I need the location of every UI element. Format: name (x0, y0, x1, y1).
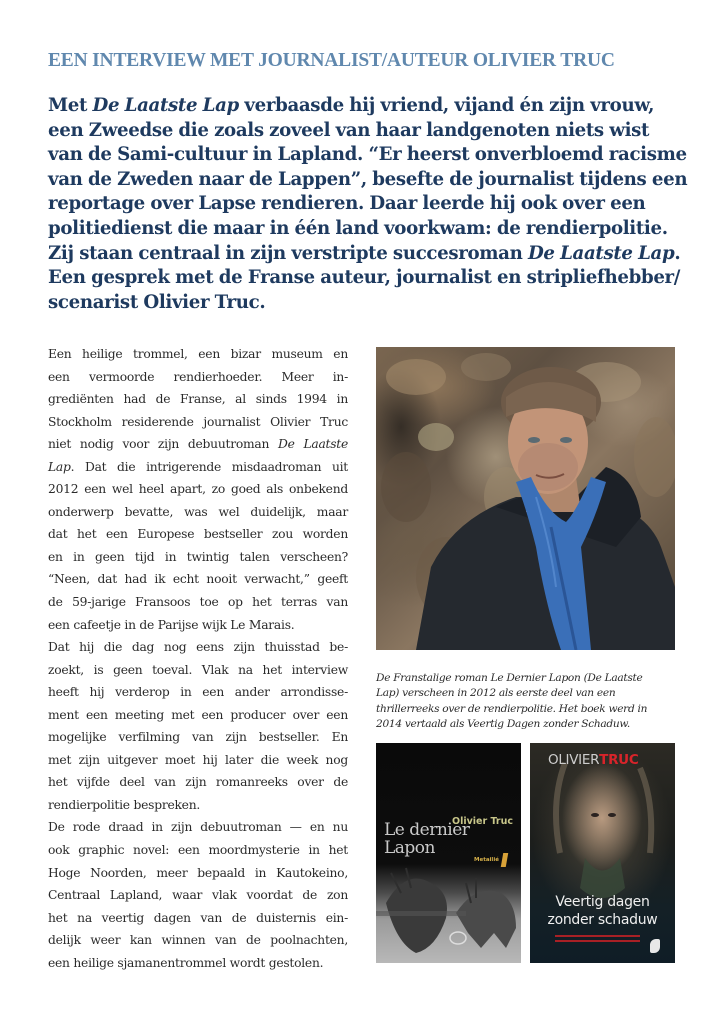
body-line (48, 726, 348, 749)
body-line (48, 794, 348, 817)
text-run: van de Sami-cultuur in Lapland. “Er heerst onverbloemd racisme (48, 144, 687, 166)
text-run: het vijfde deel van zijn romanreeks over de (48, 775, 348, 790)
body-line (48, 433, 348, 456)
article-lead (48, 94, 688, 315)
text-run: Met (48, 95, 93, 116)
text-run: Een gesprek met de Franse auteur, journalist en stripliefhebber/ (48, 267, 681, 289)
book-title-italic: De Laatste Lap (527, 242, 675, 264)
article-kicker: EEN INTERVIEW MET JOURNALIST/AUTEUR OLIVIER TRUC (48, 50, 615, 71)
text-run: De rode draad in zijn debuutroman — en nu (48, 820, 348, 835)
body-line (48, 366, 348, 389)
publisher-logo-icon (650, 939, 660, 953)
body-line (48, 884, 348, 907)
text-run: het na veertig dagen van de duisternis ein- (48, 910, 348, 925)
lead-line (48, 119, 688, 144)
text-run: Stockholm residerende journalist Olivier Truc (48, 414, 348, 429)
body-line (48, 546, 348, 569)
body-line (48, 839, 348, 862)
lead-line (48, 168, 688, 193)
text-run: dat het een Europese bestseller zou worden (48, 527, 348, 542)
cover-author-last: TRUC (599, 752, 639, 768)
caption-line: thrillerreeks over de rendierpolitie. Het boek werd in (376, 702, 648, 715)
text-run: Een heilige trommel, een bizar museum en (48, 347, 348, 361)
text-run: ment een meeting met een producer over een (48, 707, 348, 722)
text-run: Centraal Lapland, waar vlak voordat de zon (48, 888, 348, 903)
cover-author: Olivier Truc (452, 816, 513, 827)
text-run: en in geen tijd in twintig talen verscheen? (48, 549, 348, 564)
text-run: Hoge Noorden, meer bepaald in Kautokeino, (48, 865, 348, 880)
text-run: Dat hij die dag nog eens zijn thuisstad be- (48, 640, 348, 655)
text-run: van de Zweden naar de Lappen”, besefte de journalist tijdens een (48, 168, 688, 190)
lead-line (48, 266, 688, 291)
cover-title-line: Veertig dagen (555, 894, 650, 910)
text-run: 2012 een wel heel apart, zo goed als onbekend (48, 482, 348, 497)
lead-line (48, 242, 688, 267)
caption-line: 2014 vertaald als Veertig Dagen zonder Schaduw. (376, 718, 630, 731)
body-line (48, 456, 348, 479)
lead-line (48, 94, 688, 119)
cover-girl-illustration (530, 743, 675, 963)
cover-tagline (555, 935, 640, 945)
text-run: scenarist Olivier Truc. (48, 291, 266, 313)
author-photo (376, 347, 675, 650)
body-line (48, 816, 348, 839)
body-line (48, 907, 348, 930)
caption-line: De Franstalige roman Le Dernier Lapon (De Laatste (376, 672, 643, 684)
text-run: delijk weer kan winnen van de poolnachten, (48, 933, 348, 948)
text-run: een Zweedse die zoals zoveel van haar landgenoten niets wist (48, 119, 650, 141)
text-run: Zij staan centraal in zijn verstripte succesroman (48, 242, 528, 264)
text-run: rendierpolitie bespreken. (48, 797, 201, 812)
text-run: mogelijke verfilming van zijn bestseller. En (48, 730, 348, 745)
lead-line (48, 143, 688, 168)
author-portrait-illustration (376, 347, 675, 650)
text-run: een heilige sjamanentrommel wordt gestolen. (48, 955, 324, 970)
body-line (48, 681, 348, 704)
body-line (48, 771, 348, 794)
text-run: een cafeetje in de Parijse wijk Le Marais. (48, 617, 295, 632)
body-line (48, 704, 348, 727)
lead-line (48, 291, 688, 316)
text-run: de 59-jarige Fransoos toe op het terras van (48, 595, 348, 610)
body-line (48, 929, 348, 952)
text-run: een vermoorde rendierhoeder. Meer in- (48, 369, 348, 384)
text-run: zoekt, is geen toeval. Vlak na het interview (48, 662, 348, 677)
body-line (48, 862, 348, 885)
cover-author-first: OLIVIER (548, 752, 600, 768)
body-line (48, 501, 348, 524)
book-title-italic: De Laatste Lap (92, 95, 239, 116)
text-run: grediënten had de Franse, al sinds 1994 in (48, 392, 348, 407)
body-line (48, 749, 348, 772)
cover-title-line: zonder schaduw (547, 912, 658, 928)
cover-title-line: Le dernier (384, 820, 470, 840)
text-run: . (674, 242, 681, 264)
caption-line: Lap) verscheen in 2012 als eerste deel van een (376, 687, 616, 700)
article-body (48, 343, 348, 974)
cover-title (384, 821, 494, 857)
text-run: niet nodig voor zijn debuutroman (48, 437, 278, 452)
lead-line (48, 217, 688, 242)
book-cover-veertig-dagen (530, 743, 675, 963)
cover-author (548, 752, 638, 768)
body-line (48, 343, 348, 366)
body-line (48, 952, 348, 975)
photo-caption (376, 671, 681, 733)
cover-title-line: Lapon (384, 838, 435, 858)
text-run: reportage over Lapse rendieren. Daar leerde hij ook over een (48, 193, 646, 215)
book-title-italic: Lap (48, 459, 71, 474)
text-run: onderwerp bevatte, was wel duidelijk, maar (48, 504, 348, 519)
body-line (48, 478, 348, 501)
body-line (48, 591, 348, 614)
text-run: met zijn uitgever moet hij later die week nog (48, 752, 348, 767)
body-line (48, 636, 348, 659)
body-line (48, 659, 348, 682)
text-run: “Neen, dat had ik echt nooit verwacht,” geeft (48, 572, 348, 587)
text-run: . Dat die intrigerende misdaadroman uit (70, 459, 348, 474)
book-title-italic: De Laatste (277, 437, 348, 452)
cover-title (530, 893, 675, 929)
text-run: heeft hij verderop in een ander arrondisse- (48, 685, 348, 700)
body-line (48, 411, 348, 434)
cover-publisher: Metailié (474, 857, 499, 863)
body-line (48, 568, 348, 591)
text-run: ook graphic novel: een moordmysterie in het (48, 843, 348, 858)
text-run: verbaasde hij vriend, vijand én zijn vrouw, (238, 95, 655, 116)
lead-line (48, 192, 688, 217)
body-line (48, 614, 348, 637)
body-line (48, 388, 348, 411)
text-run: politiedienst die maar in één land voorkwam: de rendierpolitie. (48, 217, 668, 239)
book-cover-le-dernier-lapon (376, 743, 521, 963)
body-line (48, 523, 348, 546)
